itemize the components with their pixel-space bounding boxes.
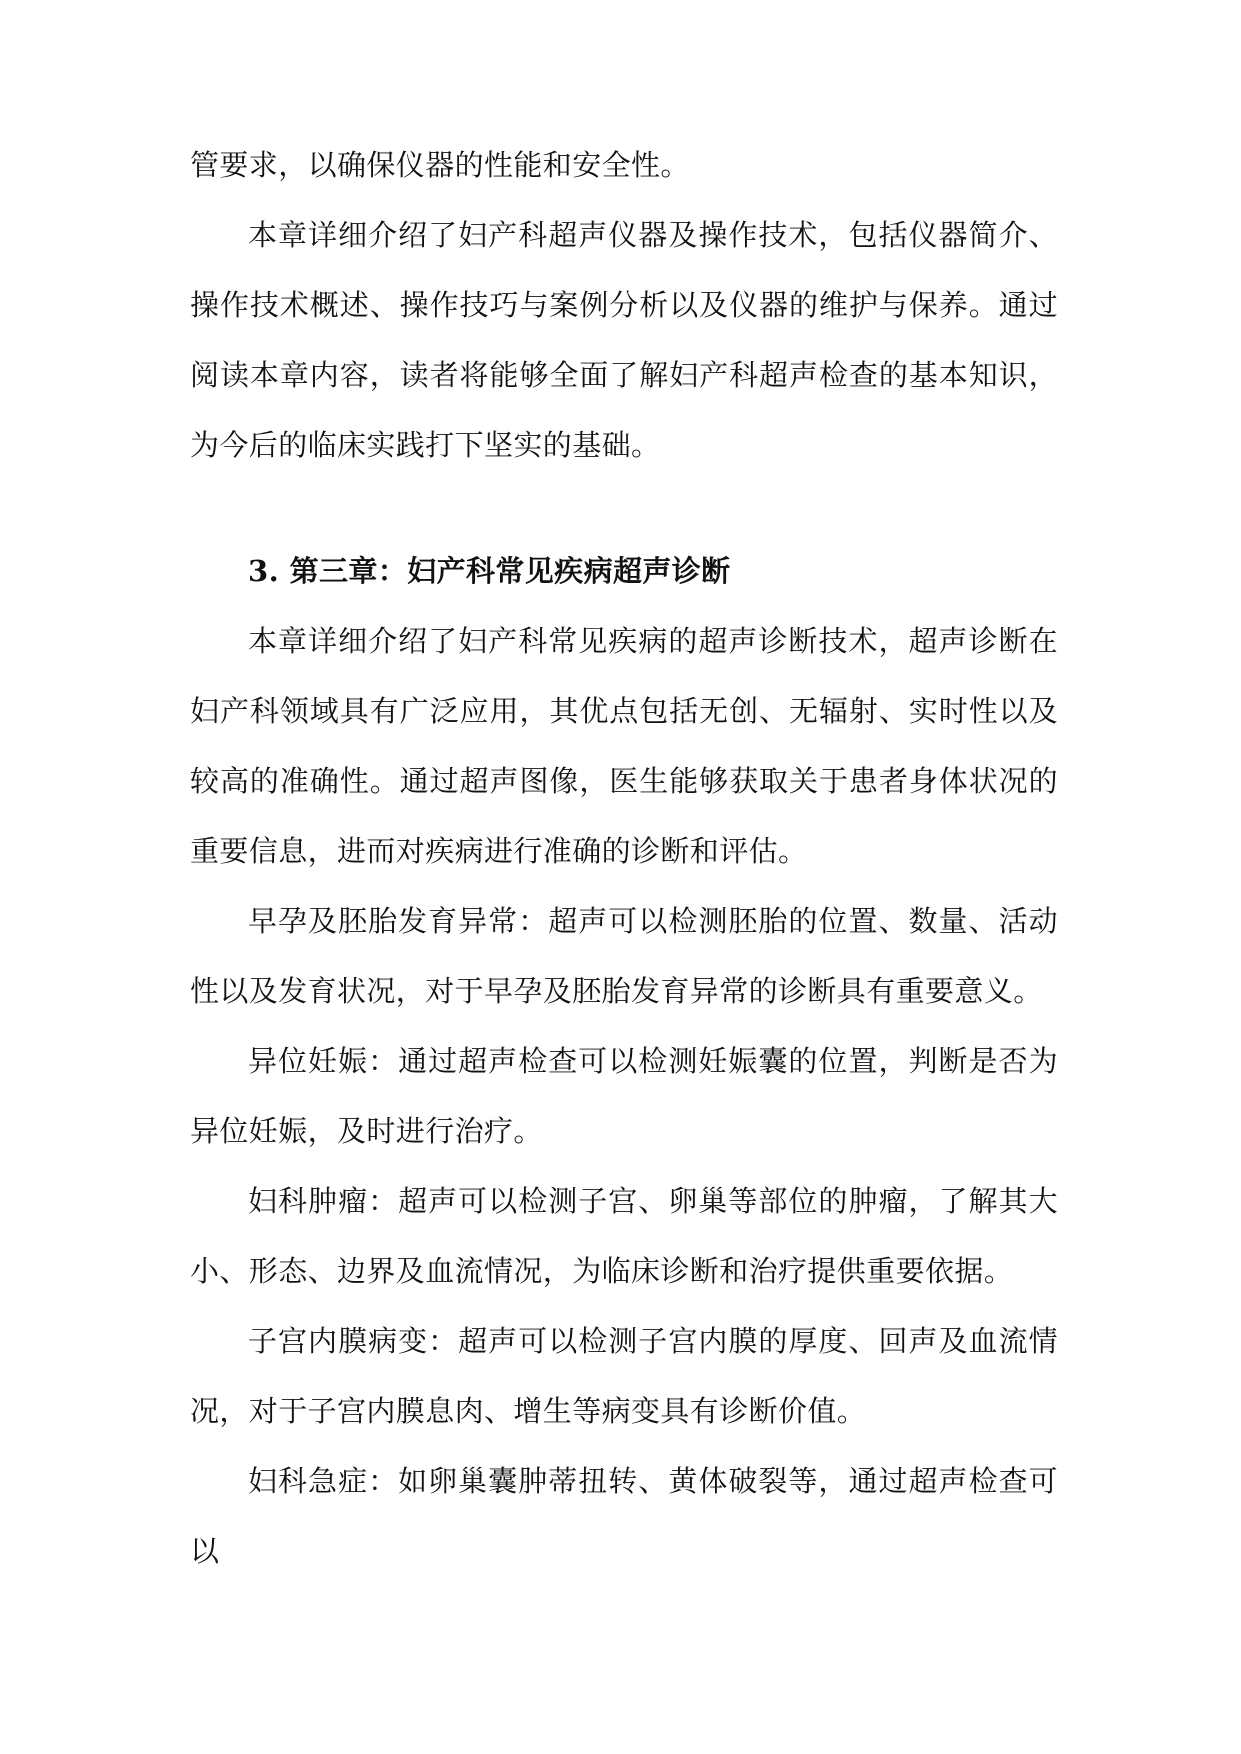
chapter-heading: 3. 第三章：妇产科常见疾病超声诊断 bbox=[248, 554, 731, 588]
paragraph-continuation: 管要求，以确保仪器的性能和安全性。 bbox=[190, 148, 690, 182]
paragraph-chapter-summary: 本章详细介绍了妇产科超声仪器及操作技术，包括仪器简介、操作技术概述、操作技巧与案例分析以及仪器的维护与保养。通过阅读本章内容，读者将能够全面了解妇产科超声检查的基本知识，为今后的临床实践打下坚实的基础。 bbox=[190, 218, 1058, 462]
page-content bbox=[190, 130, 1058, 1586]
paragraph-gynecologic-tumor: 妇科肿瘤：超声可以检测子宫、卵巢等部位的肿瘤，了解其大小、形态、边界及血流情况，为临床诊断和治疗提供重要依据。 bbox=[190, 1184, 1058, 1288]
paragraph-endometrial-lesion: 子宫内膜病变：超声可以检测子宫内膜的厚度、回声及血流情况，对于子宫内膜息肉、增生等病变具有诊断价值。 bbox=[190, 1324, 1058, 1428]
paragraph-gynecologic-emergency: 妇科急症：如卵巢囊肿蒂扭转、黄体破裂等，通过超声检查可以 bbox=[190, 1464, 1058, 1568]
paragraph-intro: 本章详细介绍了妇产科常见疾病的超声诊断技术，超声诊断在妇产科领域具有广泛应用，其优点包括无创、无辐射、实时性以及较高的准确性。通过超声图像，医生能够获取关于患者身体状况的重要信息，进而对疾病进行准确的诊断和评估。 bbox=[190, 624, 1058, 868]
paragraph-ectopic-pregnancy: 异位妊娠：通过超声检查可以检测妊娠囊的位置，判断是否为异位妊娠，及时进行治疗。 bbox=[190, 1044, 1058, 1148]
paragraph-early-pregnancy: 早孕及胚胎发育异常：超声可以检测胚胎的位置、数量、活动性以及发育状况，对于早孕及胚胎发育异常的诊断具有重要意义。 bbox=[190, 904, 1058, 1008]
